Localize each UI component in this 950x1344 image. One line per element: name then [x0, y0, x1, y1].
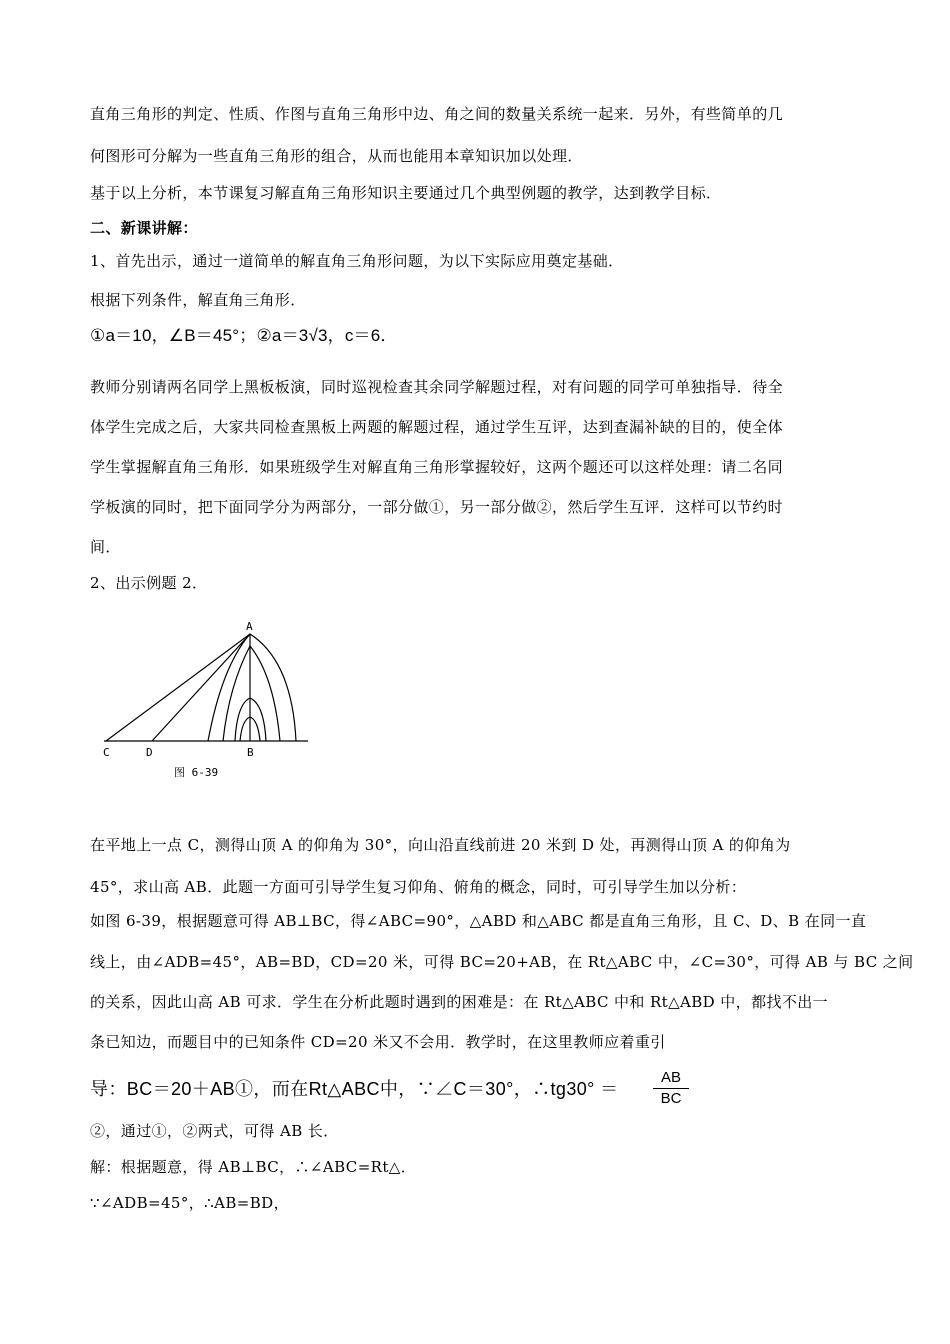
formula-fraction [653, 1069, 689, 1108]
step1-conditions: ①a＝10，∠B＝45°；②a＝3√3，c＝6． [90, 326, 398, 345]
analysis-line-3: 的关系，因此山高 AB 可求．学生在分析此题时遇到的困难是：在 Rt△ABC 中和 Rt△ABD 中，都找不出一 [90, 993, 829, 1011]
formula-line: 导：BC＝20＋AB①，而在Rt△ABC中，∵∠C＝30°，∴tg30° ＝ [90, 1079, 619, 1099]
intro-line-2: 何图形可分解为一些直角三角形的组合，从而也能用本章知识加以处理． [90, 147, 583, 165]
analysis-line-2: 线上，由∠ADB=45°，AB=BD，CD=20 米，可得 BC=20+AB，在 Rt△ABC 中，∠C=30°，可得 AB 与 BC 之间 [90, 953, 914, 971]
fraction-numerator: AB [660, 1069, 681, 1086]
label-d: D [146, 746, 153, 759]
arc-middle [223, 646, 280, 741]
after-formula-line: ②，通过①，②两式，可得 AB 长． [90, 1122, 339, 1140]
label-b: B [247, 746, 254, 759]
section-heading: 二、新课讲解： [90, 219, 198, 237]
problem-line-2: 45°，求山高 AB．此题一方面可引导学生复习仰角、俯角的概念，同时，可引导学生加以分析： [90, 878, 747, 896]
teacher-line-1: 教师分别请两名同学上黑板板演，同时巡视检查其余同学解题过程，对有问题的同学可单独指导．待全 [90, 378, 784, 396]
solution-line-2: ∵∠ADB=45°，∴AB=BD， [90, 1194, 289, 1212]
problem-line-1: 在平地上一点 C，测得山顶 A 的仰角为 30°，向山沿直线前进 20 米到 D 处，再测得山顶 A 的仰角为 [90, 836, 791, 854]
teacher-line-5: 间． [90, 538, 121, 556]
teacher-line-3: 学生掌握解直角三角形．如果班级学生对解直角三角形掌握较好，这两个题还可以这样处理：请二名同 [90, 458, 784, 476]
label-c: C [103, 746, 110, 759]
line-ca [106, 634, 250, 741]
label-a: A [246, 620, 253, 633]
figure-caption: 图 6-39 [174, 766, 219, 779]
fraction-denominator: BC [660, 1090, 682, 1107]
line-da [152, 634, 250, 741]
intro-line-1: 直角三角形的判定、性质、作图与直角三角形中边、角之间的数量关系统一起来．另外，有些简单的几 [90, 105, 784, 123]
teacher-line-2: 体学生完成之后，大家共同检查黑板上两题的解题过程，通过学生互评，达到查漏补缺的目的，使全体 [90, 418, 784, 436]
arc-outer [208, 634, 296, 741]
solution-line-1: 解：根据题意，得 AB⊥BC，∴∠ABC=Rt△． [90, 1158, 417, 1176]
teacher-line-4: 学板演的同时，把下面同学分为两部分，一部分做①，另一部分做②，然后学生互评．这样可以节约时 [90, 498, 784, 516]
step1-line-2: 根据下列条件，解直角三角形． [90, 291, 306, 309]
analysis-line-4: 条已知边，而题目中的已知条件 CD=20 米又不会用．教学时，在这里教师应着重引 [90, 1033, 666, 1051]
analysis-line-1: 如图 6-39，根据题意可得 AB⊥BC，得∠ABC=90°，△ABD 和△ABC 都是直角三角形，且 C、D、B 在同一直 [90, 912, 867, 930]
intro-line-3: 基于以上分析，本节课复习解直角三角形知识主要通过几个典型例题的教学，达到教学目标． [90, 184, 722, 202]
step2-title: 2、出示例题 2． [90, 574, 208, 592]
figure-6-39 [96, 616, 316, 786]
step1-line-1: 1、首先出示，通过一道简单的解直角三角形问题，为以下实际应用奠定基础． [90, 252, 624, 270]
